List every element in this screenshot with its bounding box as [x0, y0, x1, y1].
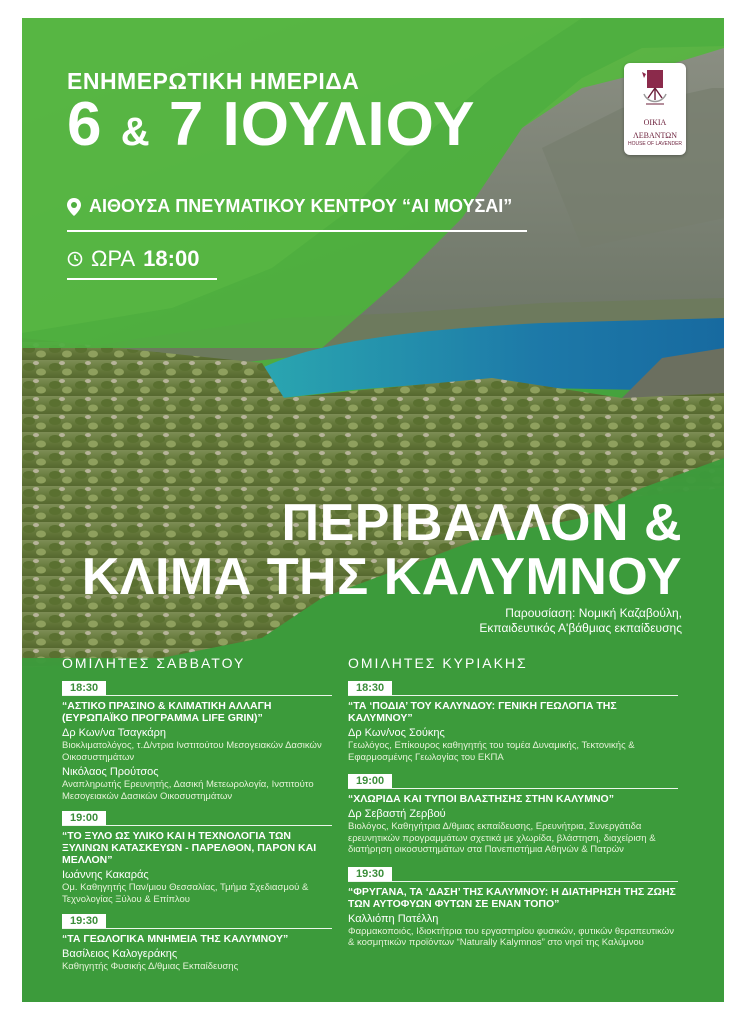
- event-day-2-month: 7 ΙΟΥΛΙΟΥ: [168, 90, 476, 159]
- speaker-role: Αναπληρωτής Ερευνητής, Δασική Μετεωρολογία, Ινστιτούτο Μεσογειακών Δασικών Οικοσυστημάτων: [62, 779, 314, 802]
- speaker-name: Δρ Σεβαστή Ζερβού: [348, 808, 446, 820]
- schedule-slot: [348, 864, 678, 949]
- slot-time-badge: 18:30: [62, 681, 106, 695]
- slot-divider: [62, 928, 332, 929]
- slot-divider: [348, 881, 678, 882]
- main-title-line-1: ΠΕΡΙΒΑΛΛΟΝ &: [281, 494, 682, 552]
- schedule-slot: [62, 808, 332, 905]
- presenter-line-2: Εκπαιδευτικός Α'βάθμιας εκπαίδευσης: [479, 621, 682, 635]
- slot-time-badge: 19:00: [348, 774, 392, 788]
- saturday-schedule: [62, 678, 332, 973]
- schedule-slot: [348, 678, 678, 763]
- talk-title: “ΦΡΥΓΑΝΑ, ΤΑ ‘ΔΑΣΗ’ ΤΗΣ ΚΑΛΥΜΝΟΥ: Η ΔΙΑΤΗΡΗΣΗ ΤΗΣ ΖΩΗΣ ΤΩΝ ΑΥΤΟΦΥΩΝ ΦΥΤΩΝ ΣΕ ΕΝΑΝ ΤΟΠΟ”: [348, 885, 676, 910]
- presenter-line-1: Παρουσίαση: Νομική Καζαβούλη,: [505, 606, 682, 620]
- talk-title: “ΤΑ ‘ΠΟΔΙΑ’ ΤΟΥ ΚΑΛΥΝΔΟΥ: ΓΕΝΙΚΗ ΓΕΩΛΟΓΙΑ ΤΗΣ ΚΑΛΥΜΝΟΥ”: [348, 700, 617, 724]
- slot-divider: [348, 788, 678, 789]
- speaker-name: Καλλιόπη Πατέλλη: [348, 912, 439, 925]
- logo-name-line-2: ΛΕΒΑΝΤΩΝ: [632, 130, 678, 140]
- main-title-line-2: ΚΛΙΜΑ ΤΗΣ ΚΑΛΥΜΝΟΥ: [81, 548, 682, 606]
- event-date-ampersand: &: [120, 110, 151, 154]
- sunday-schedule: [348, 678, 678, 949]
- time-divider: [67, 278, 217, 280]
- slot-time-badge: 19:00: [62, 811, 106, 825]
- slot-divider: [62, 695, 332, 696]
- talk-title: “ΤΑ ΓΕΩΛΟΓΙΚΑ ΜΝΗΜΕΙΑ ΤΗΣ ΚΑΛΥΜΝΟΥ”: [62, 933, 289, 945]
- lavender-emblem-icon: [638, 68, 672, 110]
- speaker-role: Ομ. Καθηγητής Παν/μιου Θεσσαλίας, Τμήμα Σχεδιασμού & Τεχνολογίας Ξύλου & Επίπλου: [62, 882, 309, 905]
- speaker-name: Νικόλαος Προύτσος: [62, 766, 159, 778]
- time-value: 18:00: [143, 246, 200, 271]
- saturday-heading: ΟΜΙΛΗΤΕΣ ΣΑΒΒΑΤΟΥ: [62, 655, 246, 671]
- speaker-role: Βιοκλιματολόγος, τ.Δ/ντρια Ινστιτούτου Μεσογειακών Δασικών Οικοσυστημάτων: [62, 740, 322, 763]
- slot-time-badge: 19:30: [62, 914, 106, 928]
- venue-text: ΑΙΘΟΥΣΑ ΠΝΕΥΜΑΤΙΚΟΥ ΚΕΝΤΡΟΥ “ΑΙ ΜΟΥΣΑΙ”: [89, 196, 513, 216]
- event-day-1: 6: [67, 90, 103, 159]
- schedule-slot: [62, 911, 332, 973]
- presenter-credit: [479, 606, 682, 636]
- slot-time-badge: 18:30: [348, 681, 392, 695]
- talk-title: “ΧΛΩΡΙΔΑ ΚΑΙ ΤΥΠΟΙ ΒΛΑΣΤΗΣΗΣ ΣΤΗΝ ΚΑΛΥΜΝΟ”: [348, 793, 614, 805]
- house-of-lavender-logo: [624, 63, 686, 155]
- speaker-name: Βασίλειος Καλογεράκης: [62, 948, 178, 960]
- venue-row: [67, 196, 512, 217]
- schedule-slot: [348, 771, 678, 856]
- slot-divider: [62, 825, 332, 826]
- event-subtitle: ΕΝΗΜΕΡΩΤΙΚΗ ΗΜΕΡΙΔΑ: [67, 68, 360, 94]
- slot-divider: [348, 695, 678, 696]
- speaker-role: Καθηγητής Φυσικής Δ/θμιας Εκπαίδευσης: [62, 961, 239, 972]
- speaker-role: Βιολόγος, Καθηγήτρια Δ/θμιας εκπαίδευσης, Ερευνήτρια, Συνεργάτιδα ερευνητικών προγραμμάτων σχετικά με χλωρίδα, βλάστηση, διαχείριση & διατήρηση οικοσυστημάτων στα Πανεπιστήμια Αθηνών & Πατρών: [348, 821, 656, 855]
- talk-title: “ΑΣΤΙΚΟ ΠΡΑΣΙΝΟ & ΚΛΙΜΑΤΙΚΗ ΑΛΛΑΓΗ (ΕΥΡΩΠΑΪΚΟ ΠΡΟΓΡΑΜΜΑ LIFE GRIN)”: [62, 700, 272, 724]
- logo-tagline: HOUSE OF LAVENDER: [627, 140, 683, 147]
- event-poster: [22, 18, 724, 1002]
- speaker-name: Δρ Κων/νος Σούκης: [348, 727, 445, 739]
- speaker-name: Δρ Κων/να Τσαγκάρη: [62, 727, 166, 739]
- speaker-name: Ιωάννης Κακαράς: [62, 869, 149, 881]
- logo-name-line-1: ΟΙΚΙΑ: [643, 118, 667, 127]
- slot-time-badge: 19:30: [348, 867, 392, 881]
- location-pin-icon: [67, 198, 81, 216]
- venue-divider: [67, 230, 527, 232]
- main-title: [82, 496, 682, 604]
- talk-title: “ΤΟ ΞΥΛΟ ΩΣ ΥΛΙΚΟ ΚΑΙ Η ΤΕΧΝΟΛΟΓΙΑ ΤΩΝ ΞΥΛΙΝΩΝ ΚΑΤΑΣΚΕΥΩΝ - ΠΑΡΕΛΘΟΝ, ΠΑΡΟΝ ΚΑΙ ΜΕΛΛΟΝ”: [62, 830, 317, 866]
- time-row: [67, 246, 199, 272]
- time-label: ΩΡΑ: [91, 246, 136, 271]
- sunday-heading: ΟΜΙΛΗΤΕΣ ΚΥΡΙΑΚΗΣ: [348, 655, 528, 671]
- clock-icon: [67, 251, 83, 267]
- event-dates: [67, 90, 476, 159]
- schedule-slot: [62, 678, 332, 802]
- speaker-role: Φαρμακοποιός, Ιδιοκτήτρια του εργαστηρίου φυσικών, φυτικών θεραπευτικών & κοσμητικών προϊόντων “Naturally Kalymnos” στο νησί της Καλύμνου: [348, 925, 674, 948]
- speaker-role: Γεωλόγος, Επίκουρος καθηγητής του τομέα Δυναμικής, Τεκτονικής & Εφαρμοσμένης Γεωλογίας του ΕΚΠΑ: [348, 740, 635, 763]
